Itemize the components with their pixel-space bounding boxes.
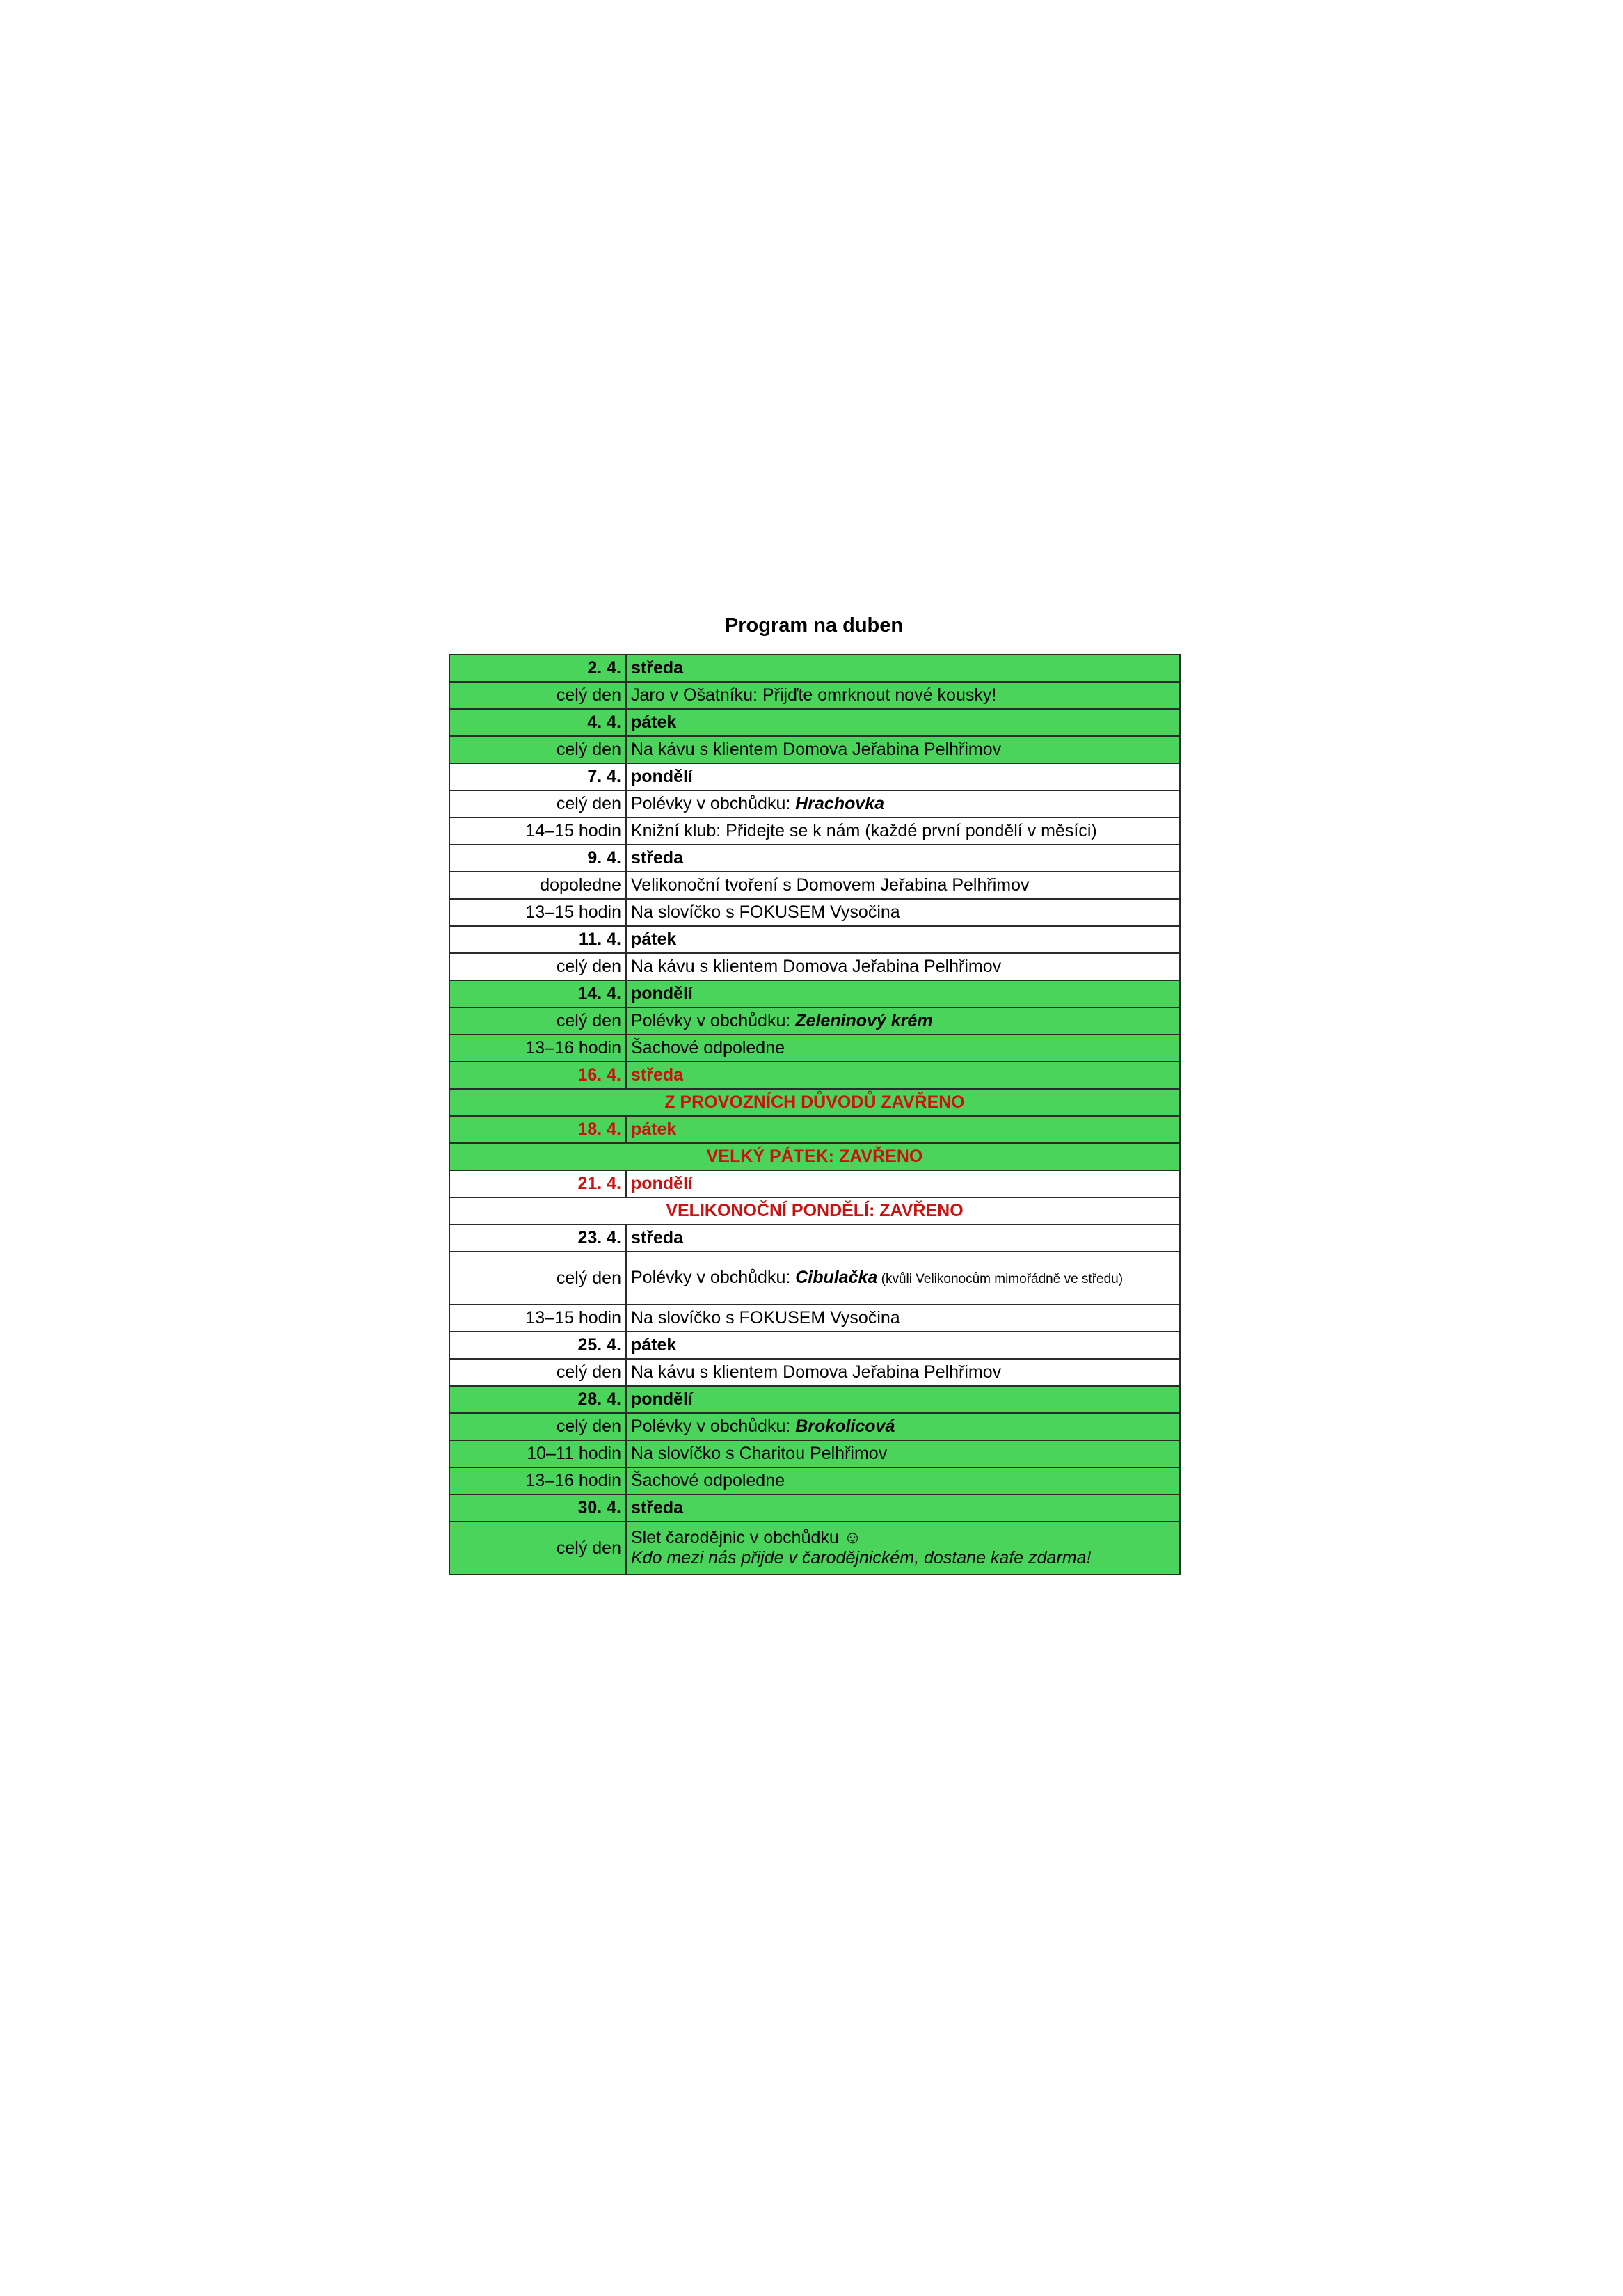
table-row (449, 1116, 1180, 1143)
day-cell: středa (626, 1494, 1180, 1522)
time-cell: 13–15 hodin (449, 899, 626, 926)
table-row (449, 1007, 1180, 1035)
time-cell: celý den (449, 953, 626, 980)
event-cell (626, 1522, 1180, 1574)
event-text: Slet čarodějnic v obchůdku ☺ (631, 1528, 862, 1547)
time-cell: celý den (449, 1522, 626, 1574)
date-cell: 11. 4. (449, 926, 626, 953)
table-row (449, 790, 1180, 818)
table-row (449, 845, 1180, 872)
table-row (449, 1522, 1180, 1574)
time-cell: 10–11 hodin (449, 1440, 626, 1467)
date-cell: 16. 4. (449, 1062, 626, 1089)
event-cell: Šachové odpoledne (626, 1467, 1180, 1494)
table-row (449, 1305, 1180, 1332)
table-row (449, 763, 1180, 790)
event-cell: Na slovíčko s Charitou Pelhřimov (626, 1440, 1180, 1467)
date-cell: 9. 4. (449, 845, 626, 872)
event-cell: Na slovíčko s FOKUSEM Vysočina (626, 899, 1180, 926)
event-cell: Jaro v Ošatníku: Přijďte omrknout nové kousky! (626, 682, 1180, 709)
table-row (449, 1332, 1180, 1359)
day-cell: středa (626, 655, 1180, 682)
day-cell: pátek (626, 1116, 1180, 1143)
soup-name: Hrachovka (795, 794, 885, 813)
date-cell: 2. 4. (449, 655, 626, 682)
date-cell: 28. 4. (449, 1386, 626, 1413)
time-cell: dopoledne (449, 872, 626, 899)
date-cell: 30. 4. (449, 1494, 626, 1522)
event-cell: Šachové odpoledne (626, 1035, 1180, 1062)
table-row (449, 1494, 1180, 1522)
table-row (449, 872, 1180, 899)
date-cell: 21. 4. (449, 1170, 626, 1197)
day-cell: pondělí (626, 763, 1180, 790)
time-cell: celý den (449, 1413, 626, 1440)
event-text: Polévky v obchůdku: (631, 1267, 796, 1287)
event-cell: Na slovíčko s FOKUSEM Vysočina (626, 1305, 1180, 1332)
day-cell: středa (626, 845, 1180, 872)
event-text: Polévky v obchůdku: (631, 794, 796, 813)
table-row (449, 980, 1180, 1007)
time-cell: celý den (449, 736, 626, 763)
event-cell (626, 790, 1180, 818)
soup-name: Brokolicová (795, 1417, 895, 1436)
soup-name: Cibulačka (795, 1267, 878, 1287)
table-row (449, 1252, 1180, 1305)
table-row (449, 1089, 1180, 1116)
time-cell: celý den (449, 1007, 626, 1035)
date-cell: 14. 4. (449, 980, 626, 1007)
table-row (449, 1386, 1180, 1413)
page-title: Program na duben (724, 614, 904, 637)
event-cell: Knižní klub: Přidejte se k nám (každé první pondělí v měsíci) (626, 818, 1180, 845)
table-row (449, 1225, 1180, 1252)
table-row (449, 1413, 1180, 1440)
table-row (449, 953, 1180, 980)
event-cell: Na kávu s klientem Domova Jeřabina Pelhřimov (626, 736, 1180, 763)
table-row (449, 899, 1180, 926)
day-cell: pondělí (626, 980, 1180, 1007)
time-cell: celý den (449, 682, 626, 709)
date-cell: 23. 4. (449, 1225, 626, 1252)
event-text: Polévky v obchůdku: (631, 1417, 796, 1436)
table-row (449, 655, 1180, 682)
time-cell: celý den (449, 790, 626, 818)
event-text: Polévky v obchůdku: (631, 1011, 796, 1030)
closed-notice: VELKÝ PÁTEK: ZAVŘENO (449, 1143, 1180, 1170)
table-row (449, 1062, 1180, 1089)
day-cell: středa (626, 1062, 1180, 1089)
day-cell: pondělí (626, 1170, 1180, 1197)
time-cell: 13–16 hodin (449, 1467, 626, 1494)
time-cell: 13–15 hodin (449, 1305, 626, 1332)
table-row (449, 1143, 1180, 1170)
time-cell: 14–15 hodin (449, 818, 626, 845)
table-row (449, 1359, 1180, 1386)
table-row (449, 1467, 1180, 1494)
day-cell: pátek (626, 1332, 1180, 1359)
table-row (449, 1035, 1180, 1062)
schedule-table (449, 654, 1181, 1575)
event-cell: Na kávu s klientem Domova Jeřabina Pelhřimov (626, 953, 1180, 980)
table-row (449, 926, 1180, 953)
event-note: (kvůli Velikonocům mimořádně ve středu) (877, 1271, 1124, 1286)
date-cell: 7. 4. (449, 763, 626, 790)
event-cell: Velikonoční tvoření s Domovem Jeřabina Pelhřimov (626, 872, 1180, 899)
event-cell: Na kávu s klientem Domova Jeřabina Pelhřimov (626, 1359, 1180, 1386)
table-row (449, 818, 1180, 845)
soup-name: Zeleninový krém (795, 1011, 933, 1030)
event-cell (626, 1007, 1180, 1035)
table-row (449, 709, 1180, 736)
table-row (449, 1197, 1180, 1225)
time-cell: celý den (449, 1252, 626, 1305)
date-cell: 25. 4. (449, 1332, 626, 1359)
table-row (449, 1440, 1180, 1467)
table-row (449, 1170, 1180, 1197)
time-cell: 13–16 hodin (449, 1035, 626, 1062)
table-row (449, 682, 1180, 709)
closed-notice: VELIKONOČNÍ PONDĚLÍ: ZAVŘENO (449, 1197, 1180, 1225)
time-cell: celý den (449, 1359, 626, 1386)
table-row (449, 736, 1180, 763)
event-subtext: Kdo mezi nás přijde v čarodějnickém, dostane kafe zdarma! (631, 1548, 1092, 1568)
day-cell: pátek (626, 709, 1180, 736)
date-cell: 4. 4. (449, 709, 626, 736)
day-cell: středa (626, 1225, 1180, 1252)
date-cell: 18. 4. (449, 1116, 626, 1143)
event-cell (626, 1252, 1180, 1305)
event-cell (626, 1413, 1180, 1440)
day-cell: pondělí (626, 1386, 1180, 1413)
day-cell: pátek (626, 926, 1180, 953)
closed-notice: Z PROVOZNÍCH DŮVODŮ ZAVŘENO (449, 1089, 1180, 1116)
